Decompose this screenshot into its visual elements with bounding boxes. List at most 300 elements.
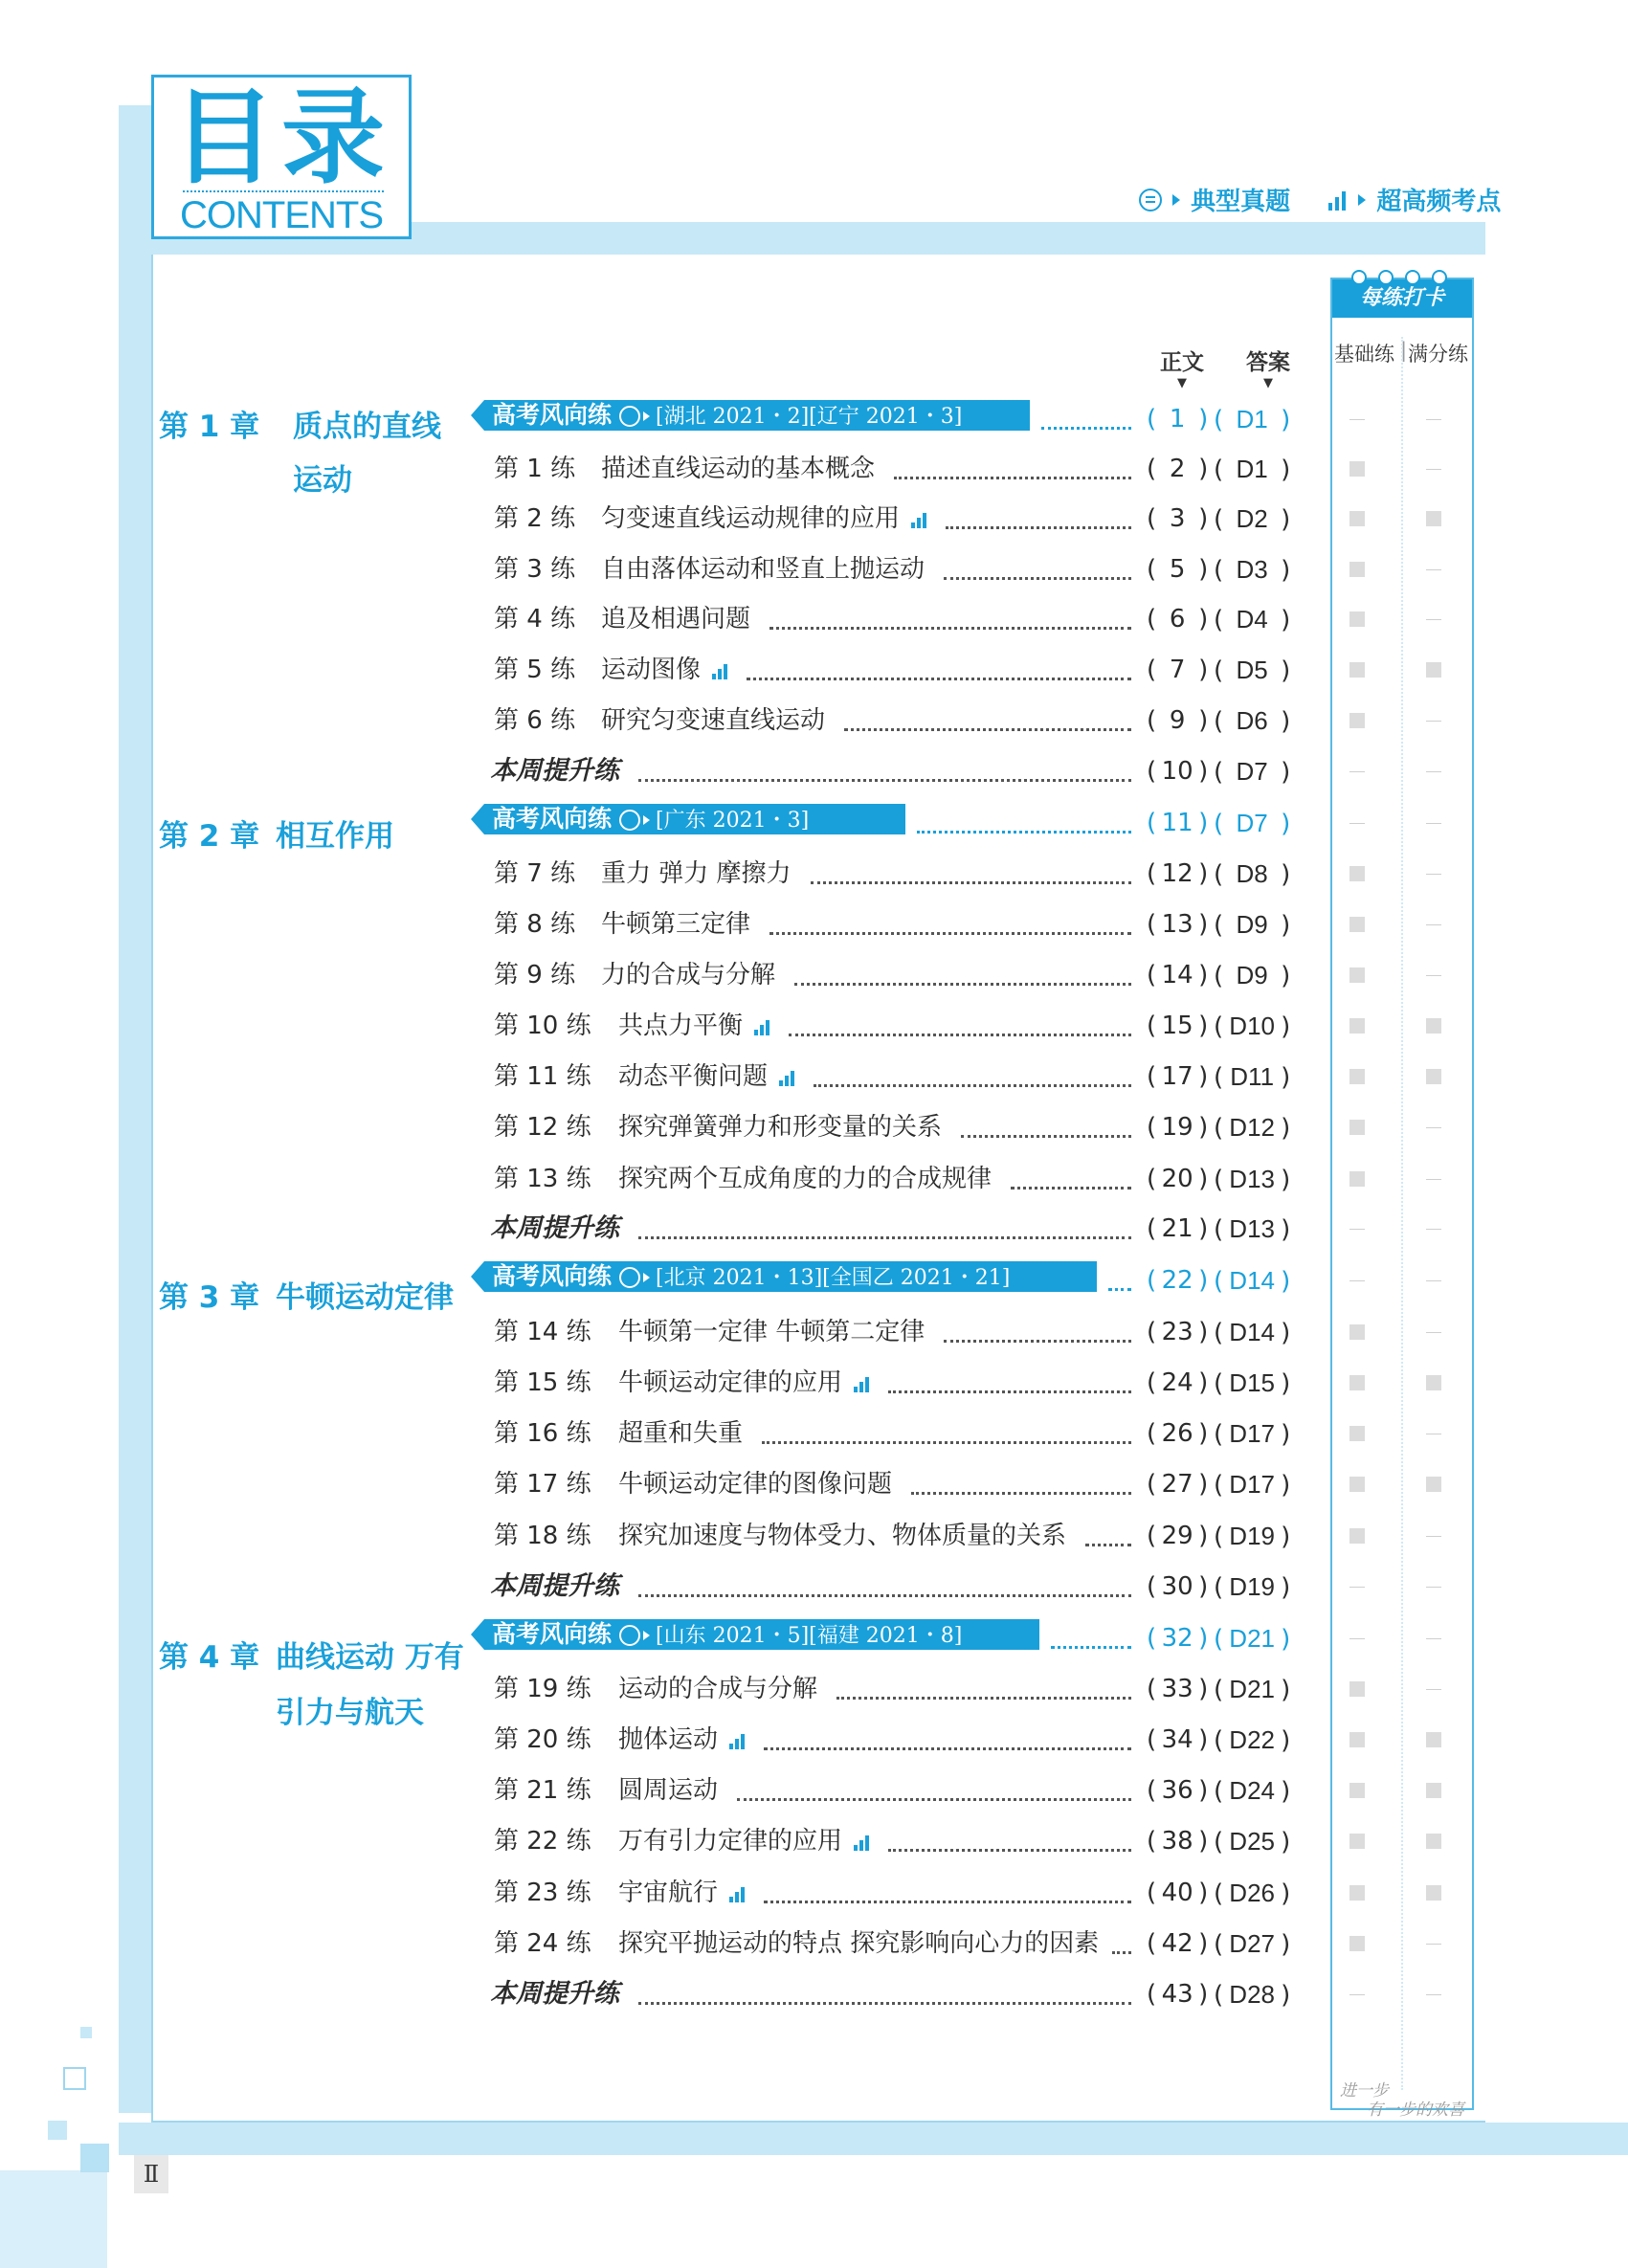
dot-leader <box>814 1084 1131 1087</box>
decor-square <box>80 2144 109 2172</box>
dot-leader <box>769 932 1131 935</box>
dot-leader <box>638 2002 1131 2005</box>
col-header-answer-page: 答案 ▼ <box>1246 350 1290 390</box>
bar-chart-icon <box>712 662 729 679</box>
page-ref: ( 20 ) <box>1147 1165 1209 1193</box>
checkin-na-full <box>1426 771 1441 772</box>
page-ref: ( 36 ) <box>1147 1776 1209 1805</box>
chapter-2-title: 相互作用 <box>276 819 394 854</box>
lesson-number: 第 12 练 <box>494 1113 591 1142</box>
toc-row[interactable] <box>0 1822 1628 1860</box>
chapter-3-label: 第 3 章 <box>159 1280 260 1315</box>
page-ref: ( 40 ) <box>1147 1879 1209 1907</box>
checkin-na-full <box>1426 1944 1441 1945</box>
checkin-box-basic[interactable] <box>1349 1681 1365 1697</box>
answer-ref: ( D27 ) <box>1214 1929 1291 1959</box>
answer-ref: ( D19 ) <box>1214 1572 1291 1602</box>
checkin-na-full <box>1426 924 1441 925</box>
answer-ref: ( D9 ) <box>1214 961 1291 990</box>
checkin-box-basic[interactable] <box>1349 1120 1365 1135</box>
banner-sources: [广东 2021・3] <box>656 809 810 833</box>
page-ref: ( 2 ) <box>1147 455 1209 483</box>
lesson-number: 第 13 练 <box>494 1165 591 1193</box>
page-ref: ( 6 ) <box>1147 605 1209 634</box>
exam-paper-icon <box>619 810 640 831</box>
toc-row[interactable] <box>0 600 1628 638</box>
page-ref: ( 19 ) <box>1147 1113 1209 1142</box>
lesson-title: 重力 弹力 摩擦力 <box>601 859 792 888</box>
checkin-na-full <box>1426 1638 1441 1639</box>
checkin-na-full <box>1426 823 1441 824</box>
page-ref: ( 33 ) <box>1147 1675 1209 1703</box>
checkin-box-basic[interactable] <box>1349 1477 1365 1492</box>
page-ref: ( 7 ) <box>1147 656 1209 684</box>
banner-row[interactable] <box>0 1261 1628 1300</box>
banner-sources: [北京 2021・13][全国乙 2021・21] <box>656 1266 1011 1290</box>
answer-ref: ( D28 ) <box>1214 1980 1291 2010</box>
ring-icon <box>1432 270 1447 285</box>
checkin-box-basic[interactable] <box>1349 1732 1365 1747</box>
chapter-3-title: 牛顿运动定律 <box>276 1280 454 1315</box>
page-ref: ( 5 ) <box>1147 555 1209 584</box>
lesson-title: 共点力平衡 <box>618 1012 744 1040</box>
bar-chart-icon <box>779 1069 796 1086</box>
answer-ref: ( D15 ) <box>1214 1368 1291 1398</box>
decor-panel-bottom-left <box>0 2170 107 2268</box>
toc-row[interactable] <box>0 1771 1628 1810</box>
lesson-number: 第 15 练 <box>494 1368 591 1397</box>
checkin-na-full <box>1426 1994 1441 1995</box>
checkin-na-full <box>1426 1536 1441 1537</box>
toc-row[interactable] <box>0 651 1628 689</box>
checkin-box-basic[interactable] <box>1349 1885 1365 1901</box>
legend-freq-label: 超高频考点 <box>1376 188 1502 216</box>
checkin-box-basic[interactable] <box>1349 1324 1365 1340</box>
lesson-title: 抛体运动 <box>618 1725 719 1754</box>
checkin-box-full[interactable] <box>1426 1018 1441 1034</box>
checkin-box-basic[interactable] <box>1349 511 1365 526</box>
toc-row[interactable] <box>0 550 1628 589</box>
checkin-na-full <box>1426 1179 1441 1180</box>
chapter-1-title-line2: 运动 <box>293 463 352 498</box>
answer-ref: ( D11 ) <box>1214 1062 1291 1092</box>
answer-ref: ( D7 ) <box>1214 757 1291 787</box>
play-arrow-icon <box>643 815 650 825</box>
toc-row[interactable] <box>0 1414 1628 1453</box>
lesson-title: 力的合成与分解 <box>601 961 776 989</box>
checkin-na-basic <box>1349 1280 1365 1281</box>
page-ref: ( 26 ) <box>1147 1419 1209 1448</box>
checkin-box-basic[interactable] <box>1349 1375 1365 1390</box>
lesson-title: 描述直线运动的基本概念 <box>601 455 876 483</box>
dot-leader <box>769 627 1131 630</box>
lesson-title: 牛顿第三定律 <box>601 910 751 939</box>
checkin-na-full <box>1426 1280 1441 1281</box>
lesson-number: 第 1 练 <box>494 455 576 483</box>
checkin-box-basic[interactable] <box>1349 713 1365 728</box>
dot-leader <box>1108 1288 1131 1291</box>
decor-strip-bottom <box>119 2123 1628 2155</box>
checkin-col-full: 满分练 <box>1408 343 1468 366</box>
checkin-box-basic[interactable] <box>1349 1936 1365 1951</box>
chapter-4-title: 曲线运动 万有 <box>276 1640 464 1675</box>
toc-row[interactable] <box>0 905 1628 944</box>
checkin-box-full[interactable] <box>1426 1783 1441 1798</box>
dot-leader <box>789 1034 1131 1036</box>
toc-row[interactable] <box>0 701 1628 740</box>
lesson-number: 第 21 练 <box>494 1776 591 1805</box>
toc-row[interactable] <box>0 1364 1628 1402</box>
chapter-1-title: 质点的直线 <box>293 410 441 444</box>
banner-arrow-icon <box>471 1619 484 1650</box>
answer-ref: ( D19 ) <box>1214 1522 1291 1551</box>
answer-ref: ( D2 ) <box>1214 504 1291 534</box>
checkin-na-basic <box>1349 1587 1365 1588</box>
checkin-col-divider: | <box>1400 339 1408 362</box>
page-ref: ( 43 ) <box>1147 1980 1209 2009</box>
checkin-na-full <box>1426 1689 1441 1690</box>
checkin-na-basic <box>1349 1638 1365 1639</box>
exam-trend-banner <box>484 1619 1039 1650</box>
checkin-box-basic[interactable] <box>1349 866 1365 881</box>
exam-paper-icon <box>1139 189 1162 211</box>
weekly-title: 本周提升练 <box>490 756 619 786</box>
dot-leader <box>1041 427 1131 430</box>
checkin-box-basic[interactable] <box>1349 1171 1365 1187</box>
checkin-na-basic <box>1349 823 1365 824</box>
answer-ref: ( D8 ) <box>1214 859 1291 889</box>
answer-ref: ( D9 ) <box>1214 910 1291 940</box>
banner-sources: [山东 2021・5][福建 2021・8] <box>656 1624 963 1648</box>
weekly-row[interactable] <box>0 1568 1628 1606</box>
dot-leader <box>911 1492 1131 1495</box>
page-ref: ( 34 ) <box>1147 1725 1209 1754</box>
page-ref: ( 13 ) <box>1147 910 1209 939</box>
chapter-1-label: 第 1 章 <box>159 410 260 444</box>
page-ref: ( 29 ) <box>1147 1522 1209 1550</box>
banner-label: 高考风向练 <box>492 805 613 833</box>
checkin-na-full <box>1426 1332 1441 1333</box>
play-arrow-icon <box>643 1631 650 1640</box>
exam-paper-icon <box>619 1625 640 1646</box>
lesson-title: 运动图像 <box>601 656 702 684</box>
play-arrow-icon <box>643 411 650 421</box>
lesson-title: 探究加速度与物体受力、物体质量的关系 <box>618 1522 1067 1550</box>
checkin-box-basic[interactable] <box>1349 1834 1365 1849</box>
dot-leader <box>946 526 1131 529</box>
toc-row[interactable] <box>0 1160 1628 1198</box>
bar-chart-icon <box>754 1018 771 1035</box>
page-ref: ( 11 ) <box>1147 809 1209 837</box>
checkin-na-full <box>1426 1587 1441 1588</box>
weekly-title: 本周提升练 <box>490 1979 619 2009</box>
dot-leader <box>1112 1951 1131 1954</box>
exam-paper-icon <box>619 406 640 427</box>
lesson-number: 第 4 练 <box>494 605 576 634</box>
checkin-box-full[interactable] <box>1426 1732 1441 1747</box>
answer-ref: ( D14 ) <box>1214 1318 1291 1347</box>
title-divider <box>183 190 384 192</box>
banner-row[interactable] <box>0 400 1628 438</box>
toc-row[interactable] <box>0 1670 1628 1708</box>
play-arrow-icon <box>643 1273 650 1282</box>
checkin-box-basic[interactable] <box>1349 662 1365 678</box>
dot-leader <box>737 1798 1131 1801</box>
checkin-na-basic <box>1349 1994 1365 1995</box>
checkin-box-basic[interactable] <box>1349 1528 1365 1544</box>
ring-icon <box>1351 270 1367 285</box>
lesson-title: 万有引力定律的应用 <box>618 1827 843 1856</box>
lesson-title: 牛顿第一定律 牛顿第二定律 <box>618 1318 926 1346</box>
page-title-en: CONTENTS <box>180 194 383 236</box>
dot-leader <box>1051 1646 1131 1649</box>
page-ref: ( 23 ) <box>1147 1318 1209 1346</box>
legend <box>1139 182 1501 217</box>
page-ref: ( 10 ) <box>1147 757 1209 786</box>
answer-ref: ( D10 ) <box>1214 1012 1291 1041</box>
page-ref: ( 14 ) <box>1147 961 1209 989</box>
decor-square <box>48 2121 67 2140</box>
toc-row[interactable] <box>0 1313 1628 1351</box>
dot-leader <box>762 1441 1131 1444</box>
answer-ref: ( D17 ) <box>1214 1419 1291 1449</box>
page-ref: ( 3 ) <box>1147 504 1209 533</box>
page-ref: ( 24 ) <box>1147 1368 1209 1397</box>
chapter-4-label: 第 4 章 <box>159 1640 260 1675</box>
answer-ref: ( D1 ) <box>1214 405 1291 434</box>
lesson-number: 第 5 练 <box>494 656 576 684</box>
checkin-col-basic: 基础练 <box>1334 343 1394 366</box>
dot-leader <box>811 881 1131 884</box>
lesson-number: 第 17 练 <box>494 1470 591 1499</box>
toc-row[interactable] <box>0 1517 1628 1555</box>
weekly-row[interactable] <box>0 1210 1628 1248</box>
answer-ref: ( D3 ) <box>1214 555 1291 585</box>
checkin-na-basic <box>1349 419 1365 420</box>
bar-chart-icon <box>854 1375 871 1392</box>
page-ref: ( 30 ) <box>1147 1572 1209 1601</box>
page-ref: ( 9 ) <box>1147 706 1209 735</box>
exam-trend-banner <box>484 1261 1097 1292</box>
dot-leader <box>944 1340 1131 1343</box>
banner-sources: [湖北 2021・2][辽宁 2021・3] <box>656 405 963 429</box>
checkin-box-full[interactable] <box>1426 511 1441 526</box>
dot-leader <box>944 577 1131 580</box>
checkin-box-full[interactable] <box>1426 1069 1441 1084</box>
checkin-box-basic[interactable] <box>1349 461 1365 477</box>
page-ref: ( 42 ) <box>1147 1929 1209 1958</box>
bar-chart-icon <box>854 1834 871 1851</box>
answer-ref: ( D4 ) <box>1214 605 1291 634</box>
col-header-text-page: 正文 ▼ <box>1160 350 1204 390</box>
dot-leader <box>638 1236 1131 1239</box>
lesson-title: 动态平衡问题 <box>618 1062 769 1091</box>
banner-label: 高考风向练 <box>492 1262 613 1290</box>
lesson-title: 自由落体运动和竖直上抛运动 <box>601 555 926 584</box>
answer-ref: ( D24 ) <box>1214 1776 1291 1806</box>
bar-chart-icon <box>1328 189 1348 211</box>
lesson-title: 匀变速直线运动规律的应用 <box>601 504 901 533</box>
lesson-number: 第 10 练 <box>494 1012 591 1040</box>
lesson-number: 第 24 练 <box>494 1929 591 1958</box>
lesson-title: 圆周运动 <box>618 1776 719 1805</box>
dot-leader <box>888 1390 1131 1393</box>
dot-leader <box>1011 1187 1131 1190</box>
checkin-box-basic[interactable] <box>1349 967 1365 983</box>
lesson-number: 第 16 练 <box>494 1419 591 1448</box>
lesson-title: 追及相遇问题 <box>601 605 751 634</box>
page-ref: ( 1 ) <box>1147 405 1209 434</box>
lesson-title: 宇宙航行 <box>618 1879 719 1907</box>
lesson-number: 第 19 练 <box>494 1675 591 1703</box>
checkin-na-full <box>1426 569 1441 570</box>
answer-ref: ( D21 ) <box>1214 1624 1291 1654</box>
page-number: Ⅱ <box>134 2155 168 2193</box>
weekly-row[interactable] <box>0 752 1628 790</box>
banner-row[interactable] <box>0 1619 1628 1657</box>
dot-leader <box>638 1594 1131 1597</box>
toc-row[interactable] <box>0 1924 1628 1963</box>
answer-ref: ( D21 ) <box>1214 1675 1291 1704</box>
toc-row[interactable] <box>0 1108 1628 1146</box>
dot-leader <box>844 728 1131 731</box>
page-ref: ( 21 ) <box>1147 1214 1209 1243</box>
ring-icon <box>1378 270 1394 285</box>
toc-row[interactable] <box>0 1057 1628 1096</box>
lesson-number: 第 8 练 <box>494 910 576 939</box>
dot-leader <box>894 477 1131 479</box>
dot-leader <box>638 779 1131 782</box>
dot-leader <box>764 1901 1131 1903</box>
answer-ref: ( D26 ) <box>1214 1879 1291 1908</box>
checkin-na-basic <box>1349 771 1365 772</box>
exam-trend-banner <box>484 400 1030 431</box>
lesson-title: 探究弹簧弹力和形变量的关系 <box>618 1113 943 1142</box>
ring-icon <box>1405 270 1420 285</box>
banner-arrow-icon <box>471 400 484 431</box>
lesson-number: 第 18 练 <box>494 1522 591 1550</box>
dot-leader <box>836 1697 1131 1700</box>
answer-ref: ( D7 ) <box>1214 809 1291 838</box>
checkin-box-full[interactable] <box>1426 1885 1441 1901</box>
lesson-title: 探究平抛运动的特点 探究影响向心力的因素 <box>618 1929 1100 1958</box>
dot-leader <box>1085 1544 1131 1546</box>
dot-leader <box>888 1849 1131 1852</box>
checkin-box-basic[interactable] <box>1349 611 1365 627</box>
page-ref: ( 15 ) <box>1147 1012 1209 1040</box>
dot-leader <box>747 678 1131 680</box>
checkin-na-full <box>1426 1127 1441 1128</box>
decor-square <box>80 2027 92 2038</box>
page-title: 目录 <box>171 78 390 198</box>
page-ref: ( 38 ) <box>1147 1827 1209 1856</box>
answer-ref: ( D25 ) <box>1214 1827 1291 1857</box>
checkin-na-full <box>1426 721 1441 722</box>
toc-row[interactable] <box>0 1721 1628 1759</box>
lesson-number: 第 3 练 <box>494 555 576 584</box>
weekly-row[interactable] <box>0 1975 1628 2013</box>
toc-row[interactable] <box>0 1874 1628 1912</box>
toc-row[interactable] <box>0 450 1628 488</box>
answer-ref: ( D6 ) <box>1214 706 1291 736</box>
dot-leader <box>917 831 1131 834</box>
checkin-box-full[interactable] <box>1426 1375 1441 1390</box>
chapter-2-label: 第 2 章 <box>159 819 260 854</box>
banner-arrow-icon <box>471 1261 484 1292</box>
checkin-na-full <box>1426 1229 1441 1230</box>
checkin-na-full <box>1426 874 1441 875</box>
decor-square <box>63 2067 86 2090</box>
checkin-box-basic[interactable] <box>1349 1069 1365 1084</box>
legend-exam-label: 典型真题 <box>1191 188 1291 216</box>
dot-leader <box>764 1747 1131 1750</box>
checkin-na-full <box>1426 975 1441 976</box>
lesson-title: 运动的合成与分解 <box>618 1675 818 1703</box>
weekly-title: 本周提升练 <box>490 1213 619 1243</box>
lesson-number: 第 23 练 <box>494 1879 591 1907</box>
checkin-box-basic[interactable] <box>1349 1783 1365 1798</box>
weekly-title: 本周提升练 <box>490 1571 619 1601</box>
checkin-box-full[interactable] <box>1426 662 1441 678</box>
lesson-title: 牛顿运动定律的图像问题 <box>618 1470 893 1499</box>
checkin-na-full <box>1426 619 1441 620</box>
page-ref: ( 17 ) <box>1147 1062 1209 1091</box>
bar-chart-icon <box>729 1732 747 1749</box>
answer-ref: ( D12 ) <box>1214 1113 1291 1143</box>
lesson-number: 第 6 练 <box>494 706 576 735</box>
exam-trend-banner <box>484 804 905 834</box>
checkin-box-basic[interactable] <box>1349 562 1365 577</box>
banner-label: 高考风向练 <box>492 1620 613 1648</box>
lesson-title: 探究两个互成角度的力的合成规律 <box>618 1165 992 1193</box>
checkin-box-full[interactable] <box>1426 1834 1441 1849</box>
toc-row[interactable] <box>0 1465 1628 1503</box>
answer-ref: ( D5 ) <box>1214 656 1291 685</box>
lesson-title: 牛顿运动定律的应用 <box>618 1368 843 1397</box>
checkin-na-basic <box>1349 1229 1365 1230</box>
checkin-na-full <box>1426 419 1441 420</box>
checkin-box-basic[interactable] <box>1349 1018 1365 1034</box>
lesson-number: 第 9 练 <box>494 961 576 989</box>
lesson-title: 研究匀变速直线运动 <box>601 706 826 735</box>
banner-arrow-icon <box>471 804 484 834</box>
bar-chart-icon <box>911 511 928 528</box>
title-box <box>151 75 412 239</box>
toc-row[interactable] <box>0 956 1628 994</box>
page-ref: ( 27 ) <box>1147 1470 1209 1499</box>
page-ref: ( 32 ) <box>1147 1624 1209 1653</box>
toc-row[interactable] <box>0 1007 1628 1045</box>
checkin-title: 每练打卡 <box>1332 279 1472 318</box>
page-ref: ( 22 ) <box>1147 1266 1209 1295</box>
lesson-number: 第 2 练 <box>494 504 576 533</box>
dot-leader <box>961 1135 1131 1138</box>
lesson-number: 第 14 练 <box>494 1318 591 1346</box>
checkin-box-full[interactable] <box>1426 1477 1441 1492</box>
checkin-box-basic[interactable] <box>1349 1426 1365 1441</box>
banner-row[interactable] <box>0 804 1628 842</box>
toc-row[interactable] <box>0 500 1628 538</box>
answer-ref: ( D14 ) <box>1214 1266 1291 1296</box>
checkin-box-basic[interactable] <box>1349 917 1365 932</box>
chapter-4-title-line2: 引力与航天 <box>276 1696 424 1730</box>
answer-ref: ( D13 ) <box>1214 1214 1291 1244</box>
checkin-footer-line1: 进一步 <box>1340 2081 1389 2101</box>
lesson-number: 第 7 练 <box>494 859 576 888</box>
checkin-footer-line2: 有一步的欢喜 <box>1367 2101 1464 2120</box>
toc-row[interactable] <box>0 855 1628 893</box>
answer-ref: ( D1 ) <box>1214 455 1291 484</box>
